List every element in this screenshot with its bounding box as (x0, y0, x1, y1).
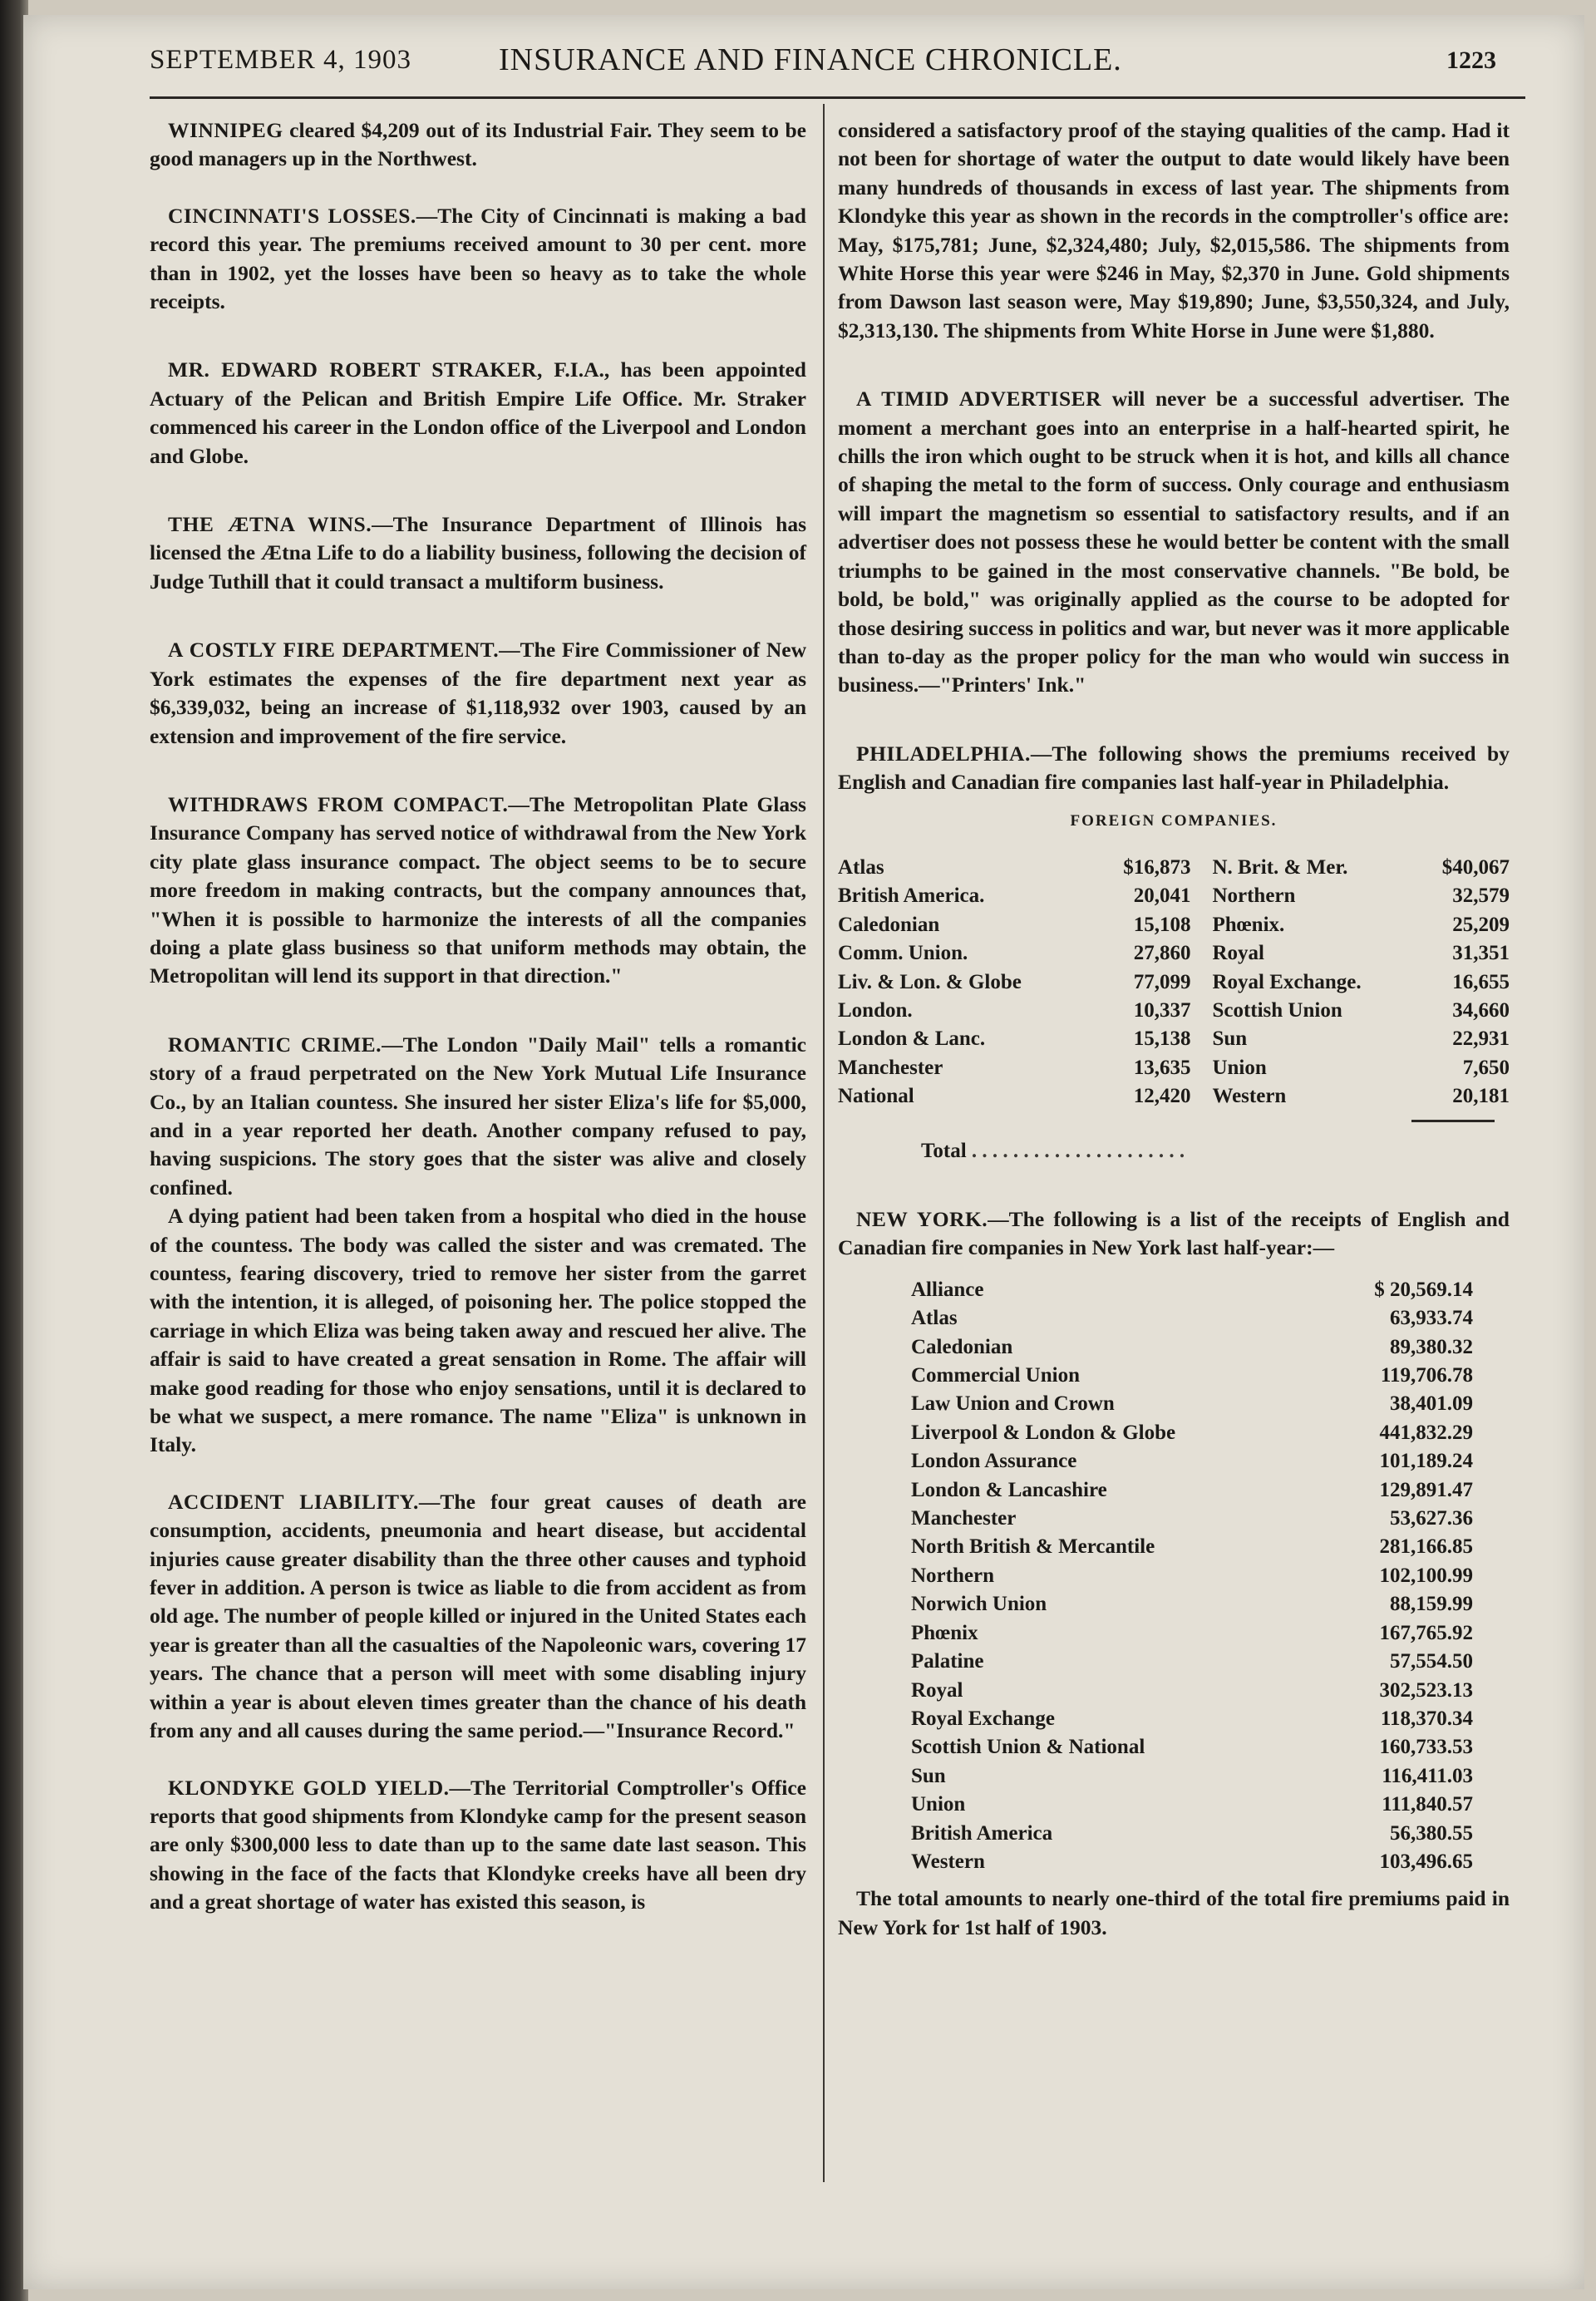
company-name: Royal Exchange. (1212, 970, 1362, 993)
company-name: Phœnix (911, 1621, 978, 1644)
ny-company-row (911, 1276, 1473, 1304)
premium-value: 20,041 (1133, 884, 1191, 908)
new-york-receipts-table (911, 1276, 1473, 1877)
foreign-company-row (838, 939, 1510, 968)
issue-date: SEPTEMBER 4, 1903 (150, 45, 411, 75)
company-name: Caledonian (911, 1335, 1013, 1358)
ny-company-row (911, 1333, 1473, 1362)
receipt-amount: 88,159.99 (1390, 1593, 1473, 1616)
left-column (150, 116, 806, 1917)
premium-value: 10,337 (1133, 998, 1191, 1022)
premium-value: $16,873 (1123, 855, 1191, 879)
article-new-york (838, 1205, 1510, 1263)
article-body: —The City of Cincinnati is making a bad record this year. The premiums received amount to 30 per cent. more than in 1902, yet the losses have been so heavy as to take the whole receipts. (150, 203, 806, 314)
receipt-amount: 118,370.34 (1380, 1707, 1473, 1730)
article-head: THE ÆTNA WINS. (168, 512, 372, 537)
premium-value: 15,138 (1133, 1027, 1191, 1051)
company-name: Phœnix. (1212, 913, 1285, 936)
receipt-amount: 89,380.32 (1390, 1335, 1473, 1358)
column-divider (823, 104, 825, 2182)
article-head: ROMANTIC CRIME. (168, 1032, 382, 1057)
premium-value: 34,660 (1452, 998, 1510, 1022)
receipt-amount: 160,733.53 (1379, 1736, 1473, 1759)
receipt-amount: 167,765.92 (1379, 1621, 1473, 1644)
receipt-amount: 56,380.55 (1390, 1821, 1473, 1845)
article-body: —The Fire Commissioner of New York estimates the expenses of the fire department next year as $6,339,032, being an increase of $1,118,932 over 1903, caused by an extension and improvement of the fire service. (150, 638, 807, 748)
receipt-amount: 103,496.65 (1379, 1850, 1473, 1873)
company-name: Western (1212, 1085, 1287, 1108)
premium-value: 25,209 (1452, 913, 1510, 936)
foreign-company-row (838, 911, 1510, 939)
article-head: A COSTLY FIRE DEPARTMENT. (168, 638, 500, 663)
article-body: —The Territorial Comptroller's Office reports that good shipments from Klondyke camp for the present season are only $300,000 less to date than up to the same date last season. This showing in the face of the facts that Klondyke creeks have all been dry and a great shortage of water has existed this season, is (150, 1775, 806, 1914)
company-name: London. (838, 998, 913, 1022)
article-timid-advertiser (838, 385, 1510, 699)
receipt-amount: 129,891.47 (1379, 1478, 1473, 1501)
receipt-amount: 101,189.24 (1379, 1450, 1473, 1473)
article-body: —The Metropolitan Plate Glass Insurance Company has served notice of withdrawal from the New York city plate glass insurance compact. The object seems to be to secure more freedom in making contracts, but the company announces that, "When it is possible to harmonize the interests of all the companies doing a plate glass business so that uniform methods may obtain, the Metropolitan will lend its support in that direction." (150, 791, 806, 988)
company-name: Union (1212, 1056, 1267, 1079)
article-head: KLONDYKE GOLD YIELD. (168, 1775, 450, 1800)
ny-company-row (911, 1505, 1473, 1533)
premium-value: 12,420 (1133, 1085, 1191, 1108)
ny-company-row (911, 1619, 1473, 1648)
receipt-amount: 111,840.57 (1382, 1793, 1473, 1816)
company-name: Liverpool & London & Globe (911, 1421, 1176, 1444)
company-name: Northern (911, 1564, 994, 1587)
article-head: PHILADELPHIA. (856, 741, 1031, 766)
article-straker (150, 356, 806, 471)
foreign-companies-heading: FOREIGN COMPANIES. (1070, 811, 1278, 830)
company-name: N. Brit. & Mer. (1212, 855, 1348, 879)
premium-value: 13,635 (1133, 1056, 1191, 1079)
receipt-amount: 102,100.99 (1379, 1564, 1473, 1587)
article-body: —The Insurance Department of Illinois has licensed the Ætna Life to do a liability business, following the decision of Judge Tuthill that it could transact a multiform business. (150, 512, 807, 594)
right-column (838, 116, 1510, 1942)
article-body: cleared $4,209 out of its Industrial Fair. They seem to be good managers up in the Northwest. (150, 118, 806, 171)
premium-value: 32,579 (1452, 884, 1510, 908)
article-body: will never be a successful advertiser. The moment a merchant goes into an enterprise in a half-hearted spirit, he chills the iron which ought to be struck when it is hot, and kills all chance of shaping the metal to the form of success. Only courage and enthusiasm will impart the magnetism so essential to satisfactory results, and if an advertiser does not possess these he would better be content with the small triumphs to be gained in the most conservative channels. "Be bold, be bold, be bold," was originally applied as the course to be adopted for those desiring success in politics and war, but never was it more applicable than to-day as the proper policy for the man who would win success in business.—"Printers' Ink." (838, 387, 1510, 697)
company-name: British America (911, 1821, 1053, 1845)
company-name: Western (911, 1850, 985, 1873)
article-body: —The following shows the premiums received by English and Canadian fire companies last half-year in Philadelphia. (838, 741, 1510, 795)
journal-title: INSURANCE AND FINANCE CHRONICLE. (499, 42, 1122, 77)
article-philadelphia (838, 740, 1510, 797)
article-compact (150, 791, 806, 991)
article-head: CINCINNATI'S LOSSES. (168, 203, 416, 228)
company-name: Caledonian (838, 913, 940, 936)
premium-value: 27,860 (1133, 942, 1191, 965)
receipt-amount: 57,554.50 (1390, 1650, 1473, 1673)
company-name: Royal (1212, 942, 1264, 965)
ny-company-row (911, 1590, 1473, 1619)
premium-value: 16,655 (1452, 970, 1510, 993)
ny-company-row (911, 1648, 1473, 1676)
premium-value: 20,181 (1452, 1085, 1510, 1108)
article-fire-department (150, 636, 806, 751)
company-name: Union (911, 1793, 966, 1816)
total-row: Total . . . . . . . . . . . . . . . . . . . . . (921, 1139, 1185, 1162)
foreign-company-row (838, 968, 1510, 997)
company-name: Sun (1212, 1027, 1248, 1051)
total-label: Total (921, 1139, 967, 1162)
article-romantic-crime (150, 1031, 806, 1202)
ny-company-row (911, 1447, 1473, 1476)
article-body: —The London "Daily Mail" tells a romantic story of a fraud perpetrated on the New York Mutual Life Insurance Co., by an Italian countess. She insured her sister Eliza's life for $5,000, and in a year reported her death. Another company refused to pay, having suspicions. The story goes that the sister was alive and closely confined. (150, 1032, 806, 1200)
company-name: Law Union and Crown (911, 1392, 1115, 1416)
header-rule (150, 96, 1525, 99)
company-name: Palatine (911, 1650, 984, 1673)
company-name: Atlas (911, 1307, 958, 1330)
company-name: Liv. & Lon. & Globe (838, 970, 1022, 993)
company-name: Northern (1212, 884, 1296, 908)
article-head: NEW YORK. (856, 1207, 988, 1231)
company-name: Scottish Union & National (911, 1736, 1145, 1759)
company-name: London & Lancashire (911, 1478, 1107, 1501)
ny-company-row (911, 1304, 1473, 1333)
article-head: A TIMID ADVERTISER (856, 387, 1102, 411)
article-aetna (150, 510, 806, 596)
receipt-amount: 53,627.36 (1390, 1507, 1473, 1530)
company-name: National (838, 1085, 914, 1108)
closing-note: The total amounts to nearly one-third of the total fire premiums paid in New York for 1st half of 1903. (838, 1886, 1510, 1939)
receipt-amount: 38,401.09 (1390, 1392, 1473, 1416)
article-accident-liability (150, 1488, 806, 1746)
receipt-amount: 119,706.78 (1380, 1364, 1473, 1387)
premium-value: 15,108 (1133, 913, 1191, 936)
foreign-company-row (838, 1082, 1510, 1111)
ny-company-row (911, 1791, 1473, 1819)
premium-value: 7,650 (1462, 1056, 1510, 1079)
foreign-company-row (838, 997, 1510, 1025)
company-name: Comm. Union. (838, 942, 968, 965)
premium-value: 31,351 (1452, 942, 1510, 965)
company-name: Commercial Union (911, 1364, 1080, 1387)
foreign-company-row (838, 1025, 1510, 1053)
ny-company-row (911, 1677, 1473, 1705)
ny-company-row (911, 1562, 1473, 1590)
foreign-company-row (838, 1054, 1510, 1082)
article-body: —The four great causes of death are consumption, accidents, pneumonia and heart disease, but accidental injuries cause greater disability than the three other causes and typhoid fever in addition. A person is twice as liable to die from accident as from old age. The number of people killed or injured in the United States each year is greater than all the casualties of the Napoleonic wars, covering 17 years. The chance that a person will meet with some disabling injury within a year is about eleven times greater than the chance of his death from any and all causes during the same period.—"Insurance Record." (150, 1489, 806, 1743)
foreign-companies-table (838, 854, 1510, 1111)
ny-company-row (911, 1705, 1473, 1733)
receipt-amount: 116,411.03 (1382, 1764, 1473, 1787)
article-romantic-crime-cont: A dying patient had been taken from a hospital who died in the house of the countess. The body was called the sister and was cremated. The countess, fearing discovery, tried to remove her sister from the garret with the intention, it is alleged, of poisoning her. The police stopped the carriage in which Eliza was being taken away and rescued her alive. The affair is said to have created a great sensation in Rome. The affair will make good reading for those who enjoy sensations, until it is declared to be what we suspect, a mere romance. The name "Eliza" is unknown in Italy. (150, 1204, 806, 1457)
premium-value: 22,931 (1452, 1027, 1510, 1051)
premium-value: $40,067 (1441, 855, 1510, 879)
receipt-amount: 441,832.29 (1379, 1421, 1473, 1444)
company-name: Norwich Union (911, 1593, 1047, 1616)
company-name: Manchester (838, 1056, 943, 1079)
premium-value: 77,099 (1133, 970, 1191, 993)
ny-company-row (911, 1848, 1473, 1876)
receipt-amount: 302,523.13 (1379, 1678, 1473, 1702)
article-head: MR. EDWARD ROBERT STRAKER, (168, 357, 543, 382)
ny-company-row (911, 1390, 1473, 1418)
ny-company-row (911, 1419, 1473, 1447)
company-name: Scottish Union (1212, 998, 1342, 1022)
ny-company-row (911, 1476, 1473, 1505)
company-name: North British & Mercantile (911, 1535, 1155, 1559)
foreign-company-row (838, 882, 1510, 910)
ny-company-row (911, 1733, 1473, 1761)
article-winnipeg (150, 116, 806, 174)
sum-rule (1411, 1120, 1495, 1122)
article-head: ACCIDENT LIABILITY. (168, 1489, 419, 1514)
article-head: WITHDRAWS FROM COMPACT. (168, 791, 509, 816)
company-name: Royal (911, 1678, 963, 1702)
foreign-company-row (838, 854, 1510, 882)
article-cincinnati (150, 202, 806, 317)
receipt-amount: 63,933.74 (1390, 1307, 1473, 1330)
company-name: Manchester (911, 1507, 1017, 1530)
company-name: Atlas (838, 855, 884, 879)
receipt-amount: 281,166.85 (1379, 1535, 1473, 1559)
company-name: London Assurance (911, 1450, 1077, 1473)
ny-company-row (911, 1820, 1473, 1848)
company-name: London & Lanc. (838, 1027, 986, 1051)
article-head: WINNIPEG (168, 118, 283, 142)
company-name: Alliance (911, 1278, 984, 1301)
article-klondyke (150, 1774, 806, 1917)
article-body: F.I.A., has been appointed Actuary of the Pelican and British Empire Life Office. Mr. Straker commenced his career in the London office of the Liverpool and London and Globe. (150, 357, 806, 468)
ny-company-row (911, 1533, 1473, 1561)
page-header (150, 40, 1513, 81)
ny-company-row (911, 1762, 1473, 1791)
company-name: Sun (911, 1764, 946, 1787)
article-klondyke-cont: considered a satisfactory proof of the staying qualities of the camp. Had it not been for shortage of water the output to date would likely have been many hundreds of thousands in excess of last year. The shipments from Klondyke this year as shown in the records in the comptroller's office are: May, $175,781; June, $2,324,480; July, $2,015,586. The shipments from White Horse this year were $246 in May, $2,370 in June. Gold shipments from Dawson last season were, May $19,890; June, $3,550,324, and July, $2,313,130. The shipments from White Horse in June were $1,880. (838, 118, 1510, 342)
ny-company-row (911, 1362, 1473, 1390)
receipt-amount: $ 20,569.14 (1374, 1278, 1473, 1301)
article-body: —The following is a list of the receipts of English and Canadian fire companies in New York last half-year:— (838, 1207, 1510, 1260)
company-name: Royal Exchange (911, 1707, 1055, 1730)
page-number: 1223 (1446, 47, 1496, 74)
company-name: British America. (838, 884, 985, 908)
